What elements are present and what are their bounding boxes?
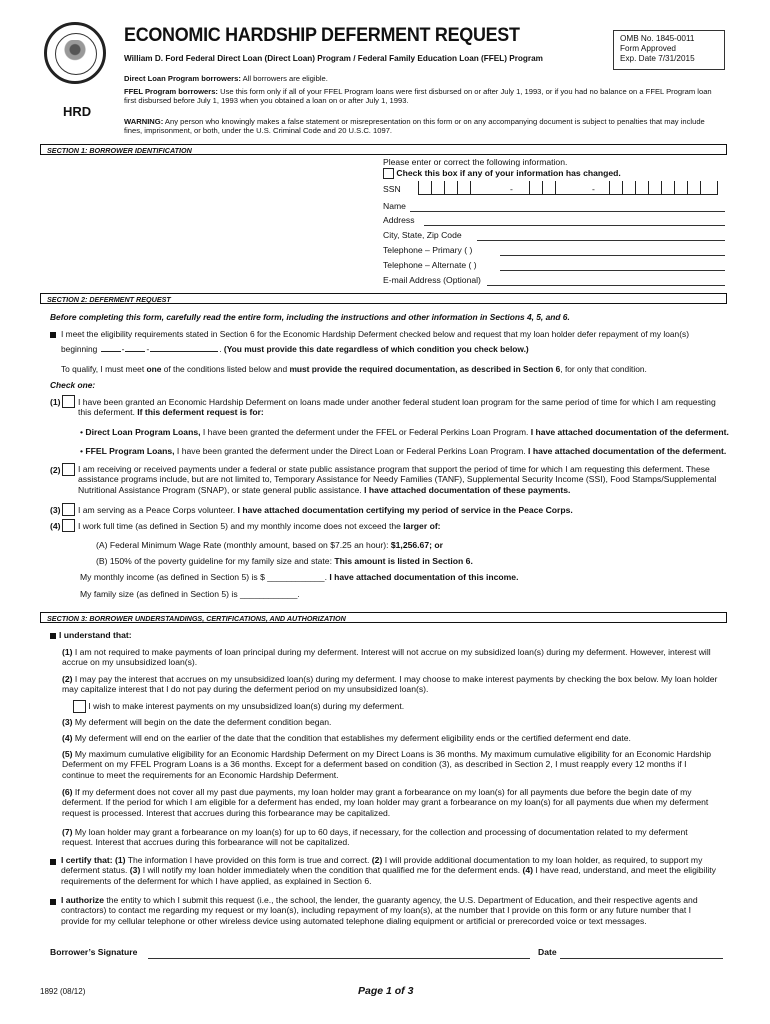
date-label: Date — [538, 947, 557, 957]
email-label: E-mail Address (Optional) — [383, 275, 481, 285]
condition-2-number: (2) — [50, 465, 61, 475]
understanding-1: (1) I am not required to make payments of loan principal during my deferment. Interest will not accrue on my subsidized loan(s) during my deferment. However, interest will accrue on my unsubsidized loan(s). — [62, 647, 711, 668]
name-field[interactable] — [410, 211, 725, 212]
city-field[interactable] — [477, 240, 725, 241]
condition-1-row — [62, 395, 75, 408]
understand-label: I understand that: — [59, 630, 132, 640]
condition-2-text: I am receiving or received payments under a federal or state public assistance program that support the period of time for which I am requesting this deferment. These assistance programs include, but are not limited to, Temporary Assistance for Needy Families (TANF), Supplemental Security Income (SSI), Food Stamps/Supplemental Nutritional Assistance Program (SNAP), or state general public assistance. I have attached documentation of these payments. — [78, 464, 717, 495]
bullet-square-icon — [50, 633, 56, 639]
understanding-5: (5) My maximum cumulative eligibility for an Economic Hardship Deferment on my Direct Loans is 36 months. My maximum cumulative eligibility for an Economic Hardship Deferment on my FFEL Program Loans is a 36 months. Except for a deferment based on condition (3), as described in Section 2, I must reapply every 12 months if I continue to meet the requirements for an Economic Hardship Deferment. — [62, 749, 712, 780]
date-field[interactable] — [560, 958, 723, 959]
condition-4-text: I work full time (as defined in Section 5) and my monthly income does not exceed the larger of: — [78, 521, 441, 531]
tel-alt-label: Telephone – Alternate ( ) — [383, 260, 477, 270]
bullet-square-icon — [50, 859, 56, 865]
condition-4b: (B) 150% of the poverty guideline for my family size and state: This amount is listed in Section 6. — [96, 556, 473, 566]
condition-1-number: (1) — [50, 397, 61, 407]
condition-3-text: I am serving as a Peace Corps volunteer. I have attached documentation certifying my period of service in the Peace Corps. — [78, 505, 573, 515]
form-title: ECONOMIC HARDSHIP DEFERMENT REQUEST — [124, 24, 520, 46]
condition-2-row — [62, 463, 75, 476]
understanding-3: (3) My deferment will begin on the date the deferment condition began. — [62, 717, 332, 727]
understanding-6: (6) If my deferment does not cover all my past due payments, my loan holder may grant a forbearance on my loan(s) for all payments due before the begin date of my deferment. If the period for which I am eligible for a deferment has ended, my loan holder may grant a forbearance on my loan(s) for all payments due when my deferment request is processed. Interest that accrues during this forbearance may be capitalized. — [62, 787, 709, 818]
direct-loan-note: Direct Loan Program borrowers: All borrowers are eligible. — [124, 74, 328, 83]
condition-1-checkbox[interactable] — [62, 395, 75, 408]
certify-paragraph: I certify that: (1) The information I have provided on this form is true and correct. (2) I will provide additional documentation to my loan holder, as required, to support my deferment status. (3) I will notify my loan holder immediately when the condition that qualified me for the deferment ends. (4) I have read, understand, and meet the eligibility requirements of the deferment for which I have applied, as explained in Section 6. — [61, 855, 716, 886]
monthly-income-row[interactable]: My monthly income (as defined in Section 5) is $ ____________. I have attached documentation of this income. — [80, 572, 519, 582]
ssn-field[interactable] — [418, 181, 718, 195]
info-changed-label: Check this box if any of your information has changed. — [396, 168, 621, 178]
ssn-label: SSN — [383, 184, 401, 194]
ffel-note: FFEL Program borrowers: Use this form only if all of your FFEL Program loans were first disbursed on or after July 1, 1993, or if you had no balance on a FFEL Program loan first disbursed before July 1, 1993 when you obtained a loan on or after July 1, 1993. — [124, 87, 712, 106]
condition-3-checkbox[interactable] — [62, 503, 75, 516]
interest-payments-checkbox[interactable] — [73, 700, 86, 713]
condition-4-number: (4) — [50, 521, 61, 531]
condition-3-row — [62, 503, 75, 516]
understanding-2: (2) I may pay the interest that accrues on my unsubsidized loan(s) during my deferment. I may choose to make interest payments by checking the box below. My loan holder may capitalize interest that I do not pay during the deferment period on my unsubsidized loan(s). — [62, 674, 718, 695]
condition-1-text: I have been granted an Economic Hardship Deferment on loans made under another federal student loan program for the same period of time for which I am requesting this deferment. If this deferment request is for: — [78, 397, 716, 418]
city-label: City, State, Zip Code — [383, 230, 462, 240]
begin-month[interactable] — [101, 351, 121, 352]
condition-3-number: (3) — [50, 505, 61, 515]
omb-box — [613, 30, 725, 70]
warning-note: WARNING: Any person who knowingly makes a false statement or misrepresentation on this form or on any accompanying document is subject to penalties that may include fines, imprisonment, or both, under the U.S. Criminal Code and 20 U.S.C. 1097. — [124, 117, 705, 136]
understanding-4: (4) My deferment will end on the earlier of the date that the condition that establishes my deferment eligibility ends or the certified deferment end date. — [62, 733, 631, 743]
condition-4-row — [62, 519, 75, 532]
address-field[interactable] — [424, 225, 725, 226]
info-changed-row — [383, 168, 621, 179]
beginning-date-row: beginning - - . (You must provide this date regardless of which condition you check below.) — [61, 344, 529, 354]
signature-field[interactable] — [148, 958, 530, 959]
check-one-label: Check one: — [50, 380, 96, 390]
form-code: HRD — [63, 104, 92, 119]
signature-label: Borrower’s Signature — [50, 947, 138, 957]
info-changed-checkbox[interactable] — [383, 168, 394, 179]
condition-4-checkbox[interactable] — [62, 519, 75, 532]
condition-2-checkbox[interactable] — [62, 463, 75, 476]
page-number: Page 1 of 3 — [358, 985, 414, 997]
email-field[interactable] — [487, 285, 725, 286]
section2-instruction: Before completing this form, carefully read the entire form, including the instructions and other information in Sections 4, 5, and 6. — [50, 312, 570, 322]
department-seal — [44, 22, 106, 84]
meet-requirements: I meet the eligibility requirements stated in Section 6 for the Economic Hardship Deferment checked below and request that my loan holder defer repayment of my loan(s) — [61, 329, 689, 339]
section-2-header: SECTION 2: DEFERMENT REQUEST — [40, 293, 727, 304]
section1-intro: Please enter or correct the following information. — [383, 157, 568, 167]
form-approved: Form Approved — [620, 43, 676, 53]
ssn-dash: - — [592, 184, 595, 194]
expiration-date: Exp. Date 7/31/2015 — [620, 53, 695, 63]
section-3-header: SECTION 3: BORROWER UNDERSTANDINGS, CERTIFICATIONS, AND AUTHORIZATION — [40, 612, 727, 623]
interest-payments-row — [73, 700, 404, 713]
bullet-square-icon — [50, 332, 56, 338]
condition-1-direct: • Direct Loan Program Loans, I have been granted the deferment under the FFEL or Federal Perkins Loan Program. I have attached documentation of the deferment. — [80, 427, 729, 437]
ssn-dash: - — [510, 184, 513, 194]
condition-4a: (A) Federal Minimum Wage Rate (monthly amount, based on $7.25 an hour): $1,256.67; or — [96, 540, 443, 550]
authorize-paragraph: I authorize the entity to which I submit this request (i.e., the school, the lender, the guaranty agency, the U.S. Department of Education, and their respective agents and contractors) to contact me regarding my request or my loan(s), including repayment of my loan(s), at the number that I provide on this form or any future number that I provide for my cellular telephone or other wireless device using automated telephone dialing equipment or artificial or prerecorded voice or text messages. — [61, 895, 698, 926]
begin-day[interactable] — [125, 351, 145, 352]
begin-year[interactable] — [150, 351, 218, 352]
condition-1-ffel: • FFEL Program Loans, I have been granted the deferment under the Direct Loan or Federal Perkins Loan Program. I have attached documentation of the deferment. — [80, 446, 727, 456]
name-label: Name — [383, 201, 406, 211]
section-1-header: SECTION 1: BORROWER IDENTIFICATION — [40, 144, 727, 155]
address-label: Address — [383, 215, 415, 225]
understanding-7: (7) My loan holder may grant a forbearance on my loan(s) for up to 60 days, if necessary, for the collection and processing of documentation related to my deferment request. Interest that accrues during this forbearance will not be capitalized. — [62, 827, 688, 848]
tel-primary-field[interactable] — [500, 255, 725, 256]
tel-primary-label: Telephone – Primary ( ) — [383, 245, 473, 255]
bullet-square-icon — [50, 899, 56, 905]
form-number: 1892 (08/12) — [40, 987, 86, 996]
interest-payments-label: I wish to make interest payments on my unsubsidized loan(s) during my deferment. — [88, 700, 405, 711]
form-subtitle: William D. Ford Federal Direct Loan (Direct Loan) Program / Federal Family Education Loan (FFEL) Program — [124, 54, 543, 63]
qualify-note: To qualify, I must meet one of the conditions listed below and must provide the required documentation, as described in Section 6, for only that condition. — [61, 364, 647, 374]
omb-number: OMB No. 1845-0011 — [620, 34, 695, 43]
tel-alt-field[interactable] — [500, 270, 725, 271]
eagle-emblem-icon — [63, 40, 87, 64]
family-size-row[interactable]: My family size (as defined in Section 5) is ____________. — [80, 589, 300, 599]
